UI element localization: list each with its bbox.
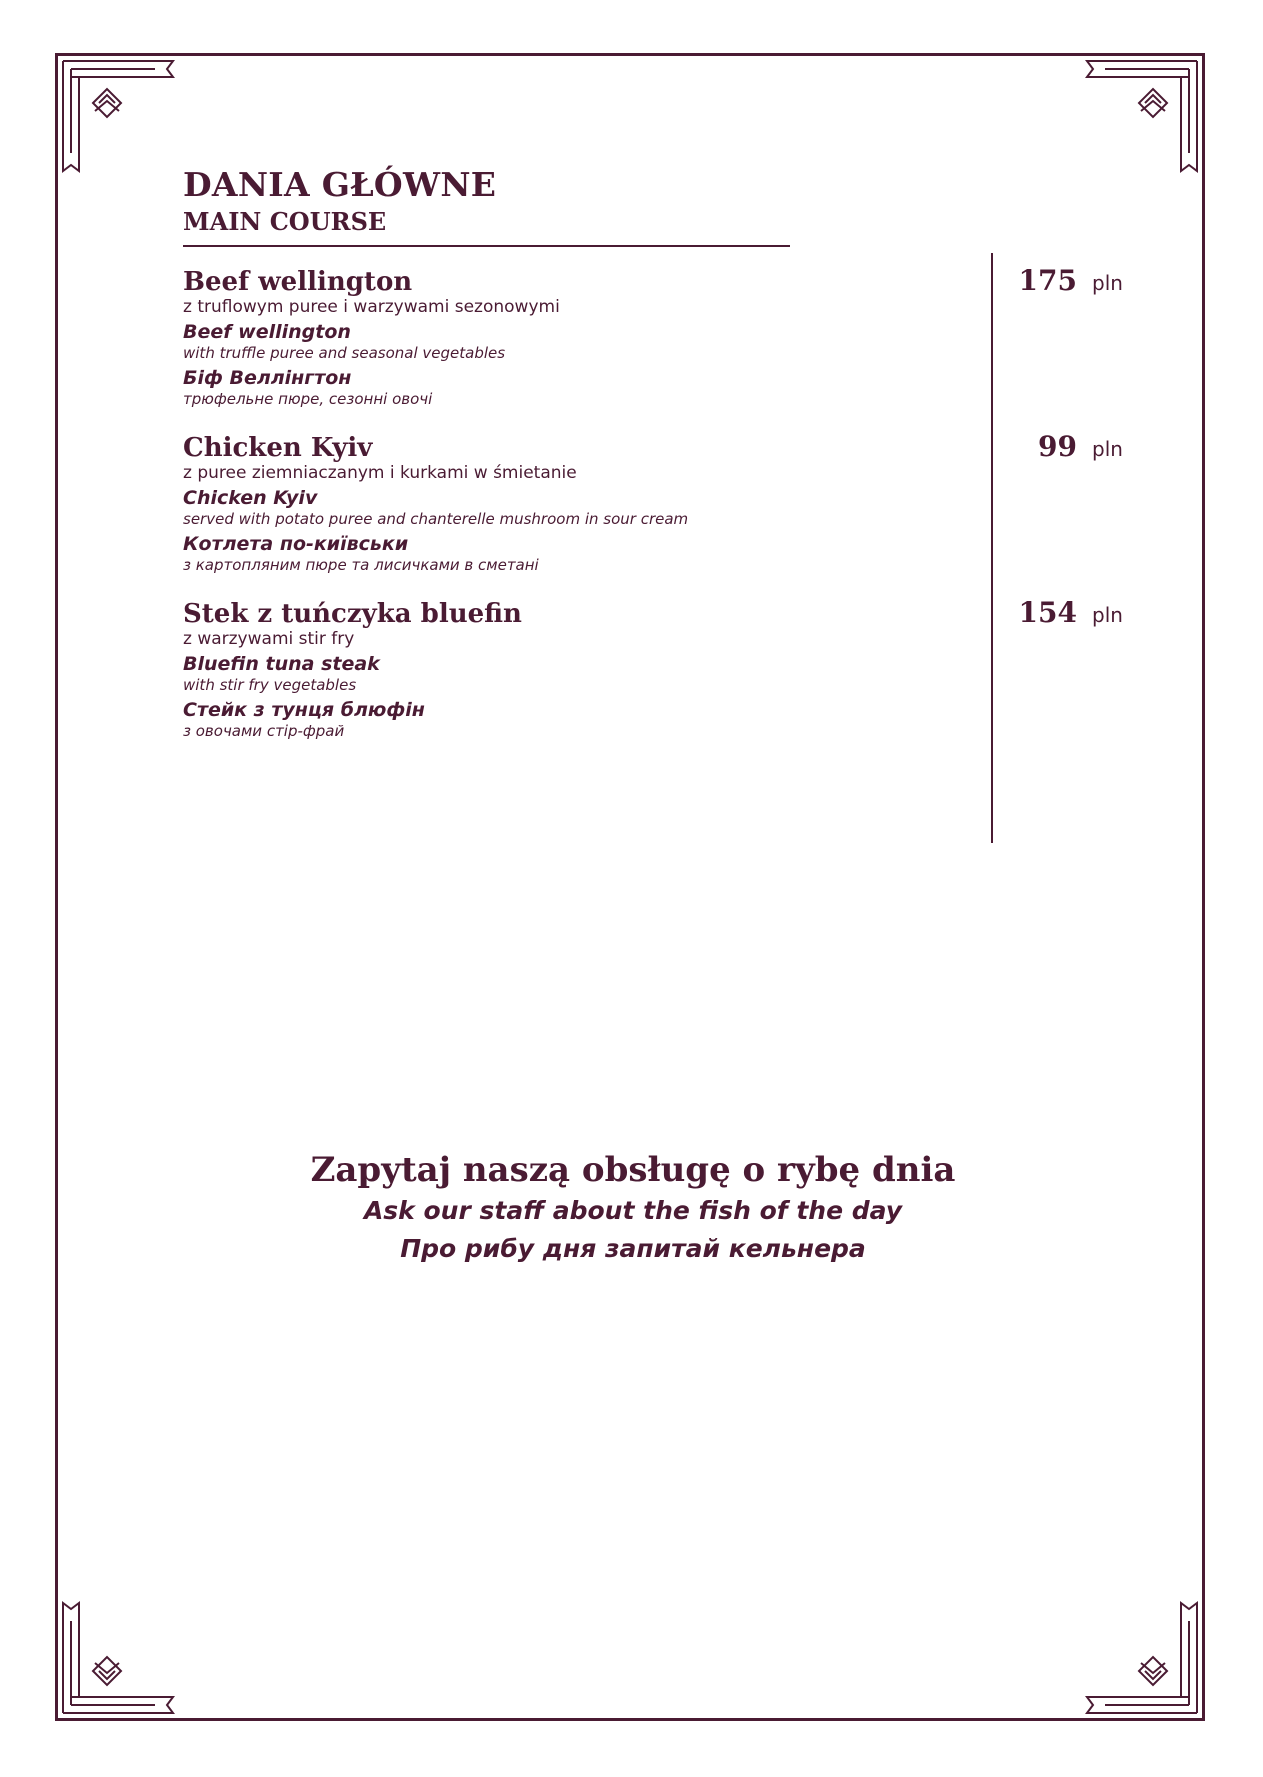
price-column-divider xyxy=(991,253,993,843)
price-beef-wellington xyxy=(1005,264,1130,297)
corner-ornament-bottom-right-icon xyxy=(1085,1601,1205,1721)
dish-description-pl: z truflowym puree i warzywami sezonowymi xyxy=(183,297,560,317)
corner-ornament-top-left-icon xyxy=(55,53,175,173)
price-chicken-kyiv xyxy=(1005,430,1130,463)
dish-description-ua: з картопляним пюре та лисичками в сметані xyxy=(183,556,539,574)
lotus-emblem-icon xyxy=(1139,89,1167,117)
note-en: Ask our staff about the fish of the day xyxy=(363,1196,903,1225)
price-currency: pln xyxy=(1092,271,1123,295)
corner-ornament-bottom-left-icon xyxy=(55,1601,175,1721)
dish-description-en: served with potato puree and chanterelle mushroom in sour cream xyxy=(183,510,689,528)
section-title-en: MAIN COURSE xyxy=(183,207,387,236)
dish-title-en: Chicken Kyiv xyxy=(183,487,318,509)
dish-description-en: with truffle puree and seasonal vegetables xyxy=(183,344,506,362)
dish-description-pl: z warzywami stir fry xyxy=(183,629,355,649)
section-header xyxy=(183,165,790,237)
dish-title-ua: Біф Веллінгтон xyxy=(183,367,352,389)
dish-description-ua: з овочами стір-фрай xyxy=(183,722,345,740)
price-value: 99 xyxy=(1038,430,1077,463)
note-ua: Про рибу дня запитай кельнера xyxy=(400,1234,866,1263)
dish-description-en: with stir fry vegetables xyxy=(183,676,357,694)
dish-description-ua: трюфельне пюре, сезонні овочі xyxy=(183,390,433,408)
lotus-emblem-icon xyxy=(93,89,121,117)
dish-title-en: Bluefin tuna steak xyxy=(183,653,380,675)
corner-ornament-top-right-icon xyxy=(1085,53,1205,173)
lotus-emblem-icon xyxy=(93,1657,121,1685)
dish-name: Beef wellington xyxy=(183,267,413,297)
dish-name: Stek z tuńczyka bluefin xyxy=(183,599,522,629)
dish-title-ua: Стейк з тунця блюфін xyxy=(183,699,425,721)
price-value: 154 xyxy=(1018,596,1077,629)
dish-name: Chicken Kyiv xyxy=(183,433,373,463)
menu-item-bluefin-tuna xyxy=(183,598,883,740)
dish-title-ua: Котлета по-київськи xyxy=(183,533,409,555)
note-pl: Zapytaj naszą obsługę o rybę dnia xyxy=(310,1150,956,1190)
dish-description-pl: z puree ziemniaczanym i kurkami w śmietanie xyxy=(183,463,577,483)
price-currency: pln xyxy=(1092,603,1123,627)
dish-title-en: Beef wellington xyxy=(183,321,351,343)
price-value: 175 xyxy=(1018,264,1077,297)
header-divider xyxy=(183,245,790,247)
menu-item-beef-wellington xyxy=(183,266,883,408)
menu-item-chicken-kyiv xyxy=(183,432,883,574)
price-bluefin-tuna xyxy=(1005,596,1130,629)
price-currency: pln xyxy=(1092,437,1123,461)
lotus-emblem-icon xyxy=(1139,1657,1167,1685)
fish-of-the-day-note xyxy=(183,1148,1083,1268)
section-title-pl: DANIA GŁÓWNE xyxy=(183,165,497,204)
